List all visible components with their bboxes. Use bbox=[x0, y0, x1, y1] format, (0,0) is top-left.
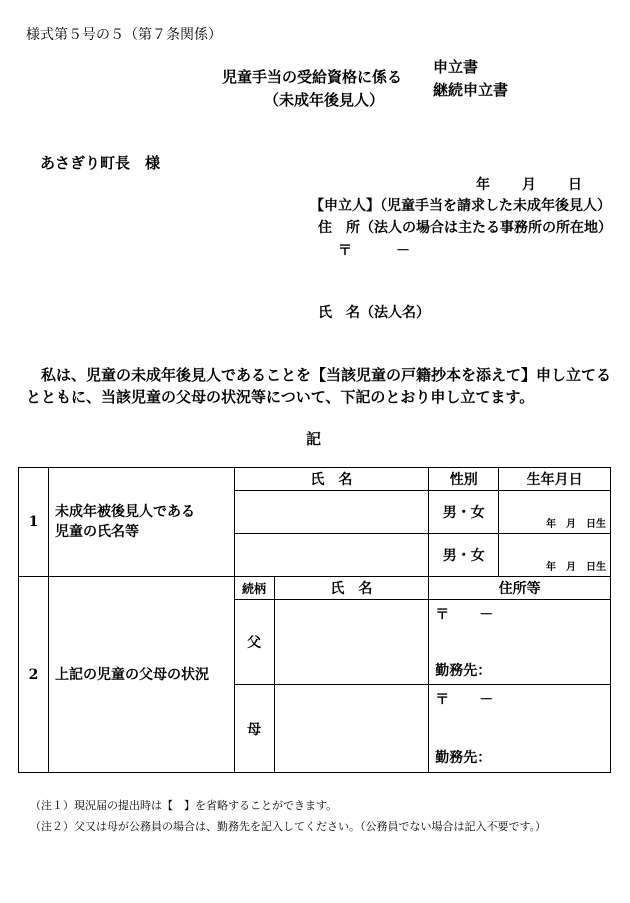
date-day-label: 日 bbox=[568, 177, 582, 193]
table-row bbox=[19, 468, 611, 491]
father-work-label: 勤務先： bbox=[435, 663, 492, 679]
child-name-field[interactable] bbox=[234, 491, 429, 534]
note-1: （注１）現況届の提出時は【 】を省略することができます。 bbox=[30, 799, 338, 812]
form-subtitle: （未成年後見人） bbox=[264, 91, 385, 109]
child-dob-field[interactable] bbox=[499, 534, 611, 577]
father-address-field[interactable] bbox=[429, 600, 611, 685]
section2-label: 上記の児童の父母の状況 bbox=[48, 577, 234, 773]
postal-mark: 〒 bbox=[435, 692, 450, 708]
applicant-postal-code bbox=[338, 240, 410, 260]
relation-mother: 母 bbox=[234, 685, 274, 773]
applicant-heading: 【申立人】（児童手当を請求した未成年後見人） bbox=[310, 198, 611, 214]
postal-dash: － bbox=[479, 692, 494, 708]
child-name-field[interactable] bbox=[234, 534, 429, 577]
section1-label-line2: 児童の氏名等 bbox=[54, 524, 139, 540]
date-month-label: 月 bbox=[522, 177, 536, 193]
child-sex-field[interactable]: 男・女 bbox=[429, 491, 499, 534]
section1-col-sex: 性別 bbox=[429, 468, 499, 491]
dob-suffix: 年 月 日生 bbox=[546, 562, 606, 573]
table-row bbox=[19, 577, 611, 600]
note-2: （注２）父又は母が公務員の場合は、勤務先を記入してください。（公務員でない場合は記入不要です。） bbox=[30, 820, 547, 833]
postal-mark: 〒 bbox=[435, 607, 450, 623]
addressee: あさぎり町長 様 bbox=[40, 154, 161, 172]
details-table bbox=[18, 467, 611, 773]
child-sex-field[interactable]: 男・女 bbox=[429, 534, 499, 577]
section2-number: 2 bbox=[19, 577, 49, 773]
mother-work-label: 勤務先： bbox=[435, 750, 492, 766]
section1-label bbox=[48, 468, 234, 577]
father-name-field[interactable] bbox=[274, 600, 429, 685]
child-dob-field[interactable] bbox=[499, 491, 611, 534]
applicant-name-label: 氏 名（法人名） bbox=[318, 305, 430, 321]
statement-text: 私は、児童の未成年後見人であることを【当該児童の戸籍抄本を添えて】申し立てるとともに、当該児童の父母の状況等について、下記のとおり申し立てます。 bbox=[26, 366, 612, 406]
date-line bbox=[476, 174, 582, 194]
date-year-label: 年 bbox=[476, 177, 490, 193]
mother-address-field[interactable] bbox=[429, 685, 611, 773]
postal-dash: － bbox=[396, 243, 410, 259]
section2-col-name: 氏 名 bbox=[274, 577, 429, 600]
relation-father: 父 bbox=[234, 600, 274, 685]
section1-label-line1: 未成年被後見人である bbox=[54, 504, 195, 520]
postal-dash: － bbox=[479, 607, 494, 623]
form-number: 様式第５号の５（第７条関係） bbox=[26, 27, 222, 43]
mother-name-field[interactable] bbox=[274, 685, 429, 773]
applicant-address-label: 住 所（法人の場合は主たる事務所の所在地） bbox=[318, 220, 612, 236]
section1-col-dob: 生年月日 bbox=[499, 468, 611, 491]
ki-heading: 記 bbox=[306, 430, 322, 448]
section1-col-name: 氏 名 bbox=[234, 468, 429, 491]
form-title: 児童手当の受給資格に係る bbox=[222, 68, 403, 86]
section2-col-address: 住所等 bbox=[429, 577, 611, 600]
form-type-continued-application: 継続申立書 bbox=[433, 81, 509, 99]
form-type-application: 申立書 bbox=[433, 58, 479, 76]
dob-suffix: 年 月 日生 bbox=[546, 519, 606, 530]
section2-col-relation: 続柄 bbox=[234, 577, 274, 600]
postal-mark: 〒 bbox=[338, 243, 352, 259]
section1-number: 1 bbox=[19, 468, 49, 577]
